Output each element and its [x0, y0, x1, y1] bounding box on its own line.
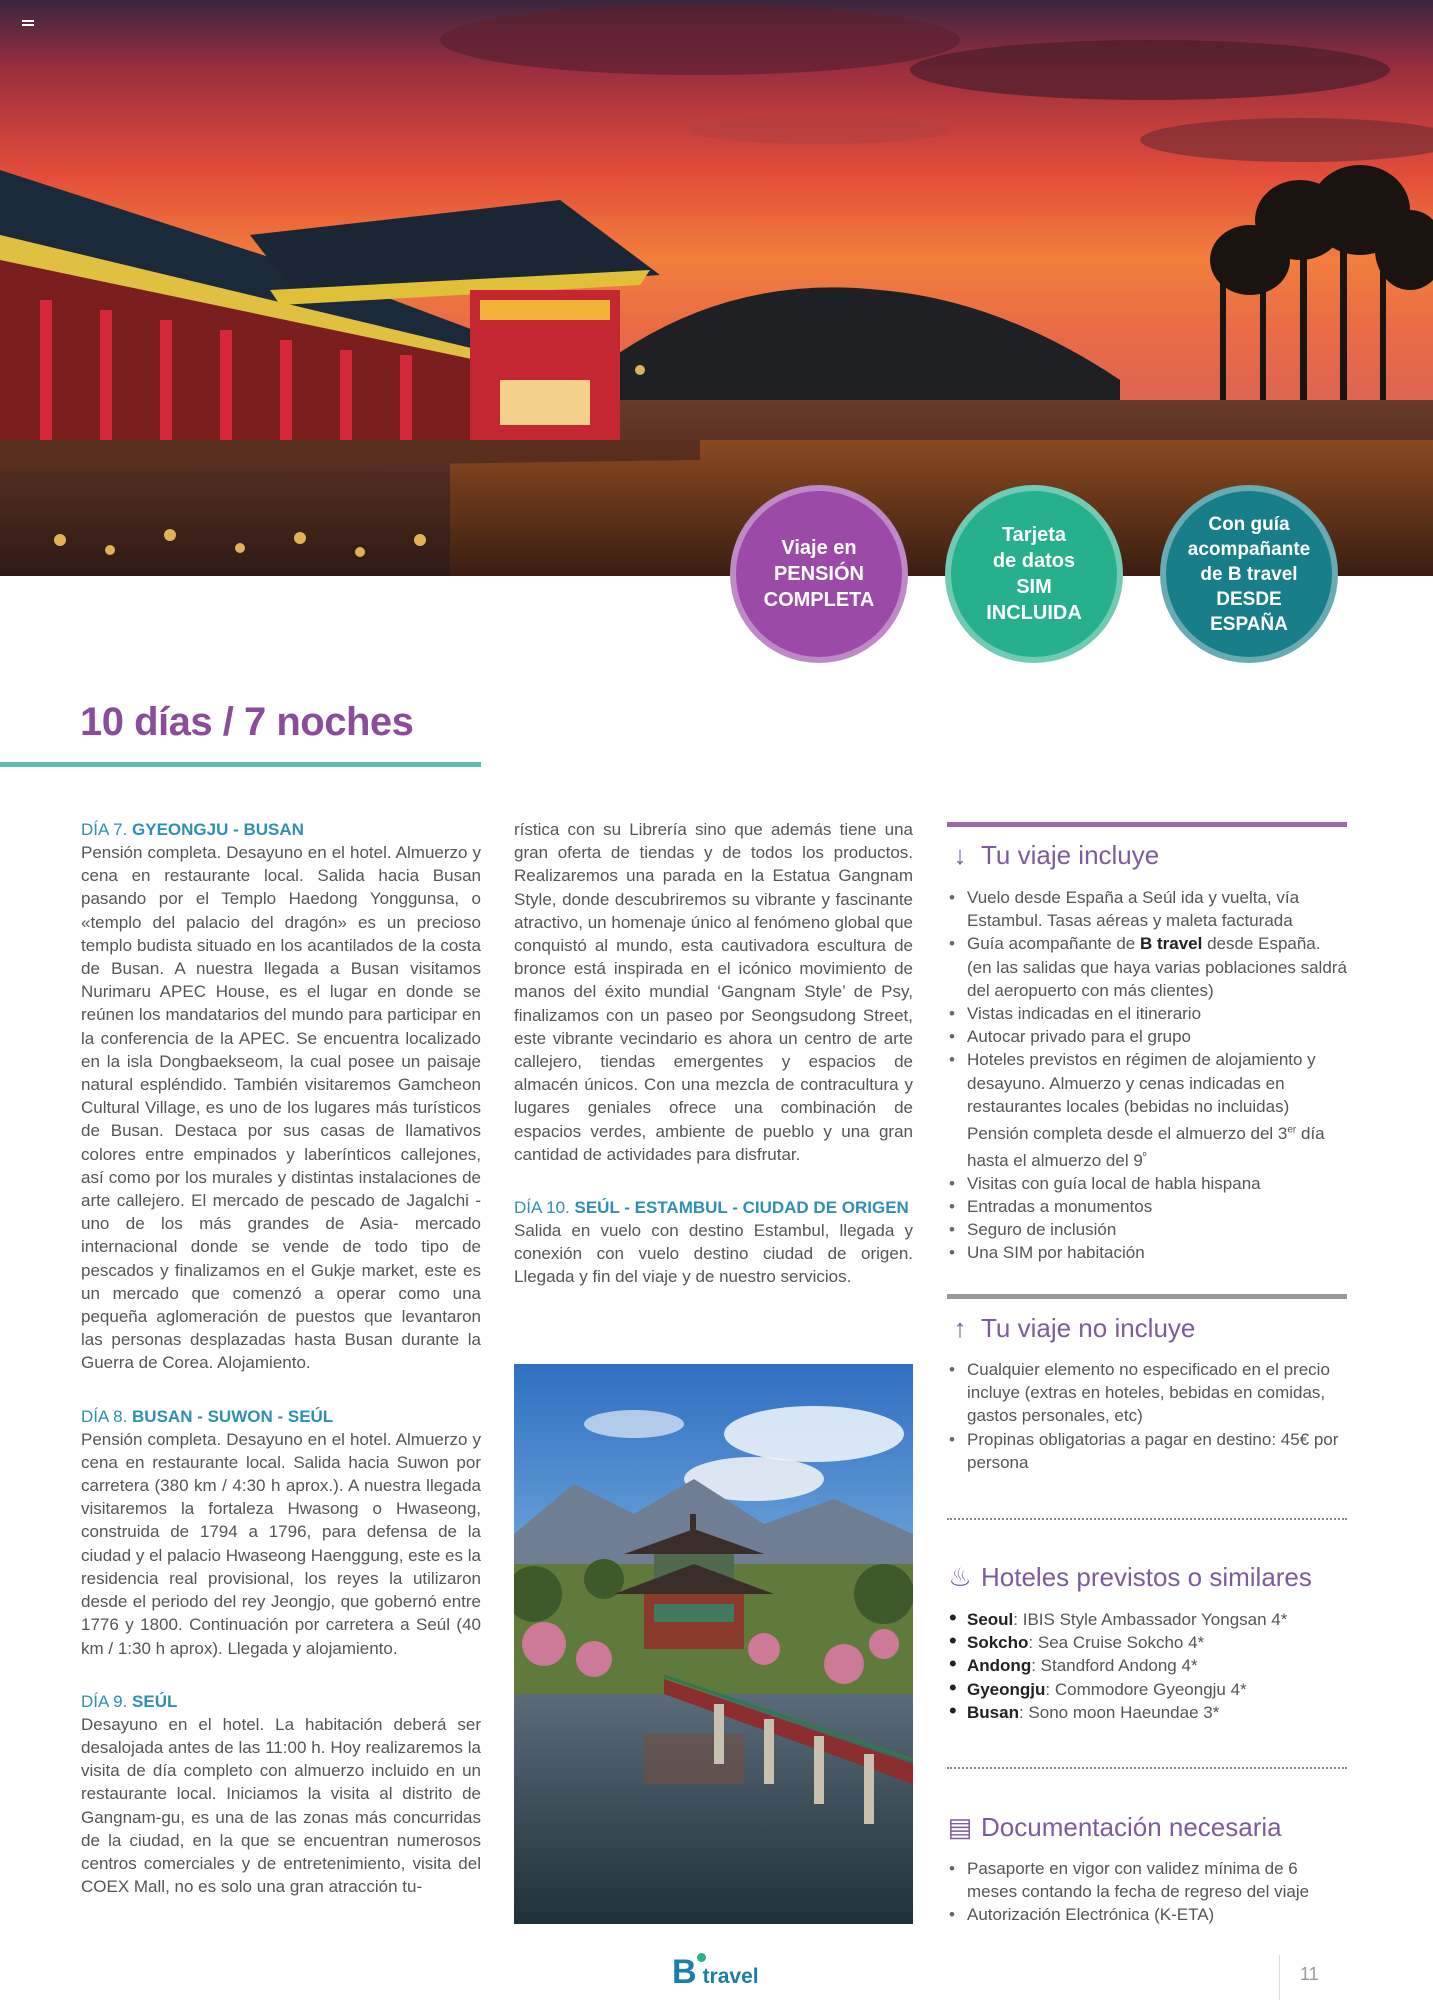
list-item: • Vistas indicadas en el itinerario: [947, 1002, 1347, 1025]
hotel-city: Busan: [967, 1702, 1019, 1722]
day-heading: [81, 1405, 481, 1428]
excludes-list: [947, 1358, 1347, 1474]
day-name: SEÚL: [132, 1691, 178, 1711]
day-name: BUSAN - SUWON - SEÚL: [132, 1406, 334, 1426]
hotel-item: [947, 1654, 1347, 1677]
hotel-name: : Standford Andong 4*: [1031, 1656, 1198, 1676]
day-prefix: DÍA 9.: [81, 1691, 133, 1711]
day-text: Pensión completa. Desayuno en el hotel. Almuerzo y cena en restaurante local. Salida hacia Busan pasando por el Templo Haedong Yonggunsa, o «templo del palacio del dragón» es un precioso templo budista situado en los acantilados de la costa de Busan. A nuestra llegada a Busan visitamos Nurimaru APEC House, es el lugar en donde se reúnen los mandatarios del mundo para participar en la conferencia de la APEC. Se encuentra localizado en la isla Dongbaekseom, la cual posee un paisaje natural espléndido. También visitaremos Gamcheon Cultural Village, es uno de los lugares más turísticos de Busan. Destaca por sus casas de llamativos colores entre empinados y laberínticos callejones, así como por los murales y distintas instalaciones de arte callejero. El mercado de pescado de Jagalchi -uno de los más grandes de Asia- mercado internacional donde se vende de todo tipo de pescados y finalizamos en el Gukje market, este es un mercado que comenzó a operar como una pequeña aglomeración de puestos que levantaron las personas desplazadas hasta Busan durante la Guerra de Corea. Alojamiento.: [81, 843, 481, 1373]
badge-line: Viaje en: [781, 537, 857, 559]
list-item: [947, 1048, 1347, 1171]
list-item: • Autorización Electrónica (K-ETA): [947, 1903, 1347, 1926]
pavilion-photo: [514, 1364, 913, 1924]
day-prefix: DÍA 10.: [514, 1198, 575, 1218]
menu-icon[interactable]: [22, 20, 34, 28]
badge-line: ESPAÑA: [1210, 613, 1288, 635]
hotel-name: : Sono moon Haeundae 3*: [1018, 1702, 1220, 1722]
day-9: [81, 1690, 481, 1899]
list-item: • Cualquier elemento no especificado en el precio incluye (extras en hoteles, bebidas en comidas, gastos personales, etc): [947, 1358, 1347, 1428]
badge-pension-completa: [730, 485, 908, 663]
badge-line: INCLUIDA: [986, 602, 1082, 624]
list-item: • Seguro de inclusión: [947, 1218, 1347, 1241]
hotel-item: [947, 1701, 1347, 1724]
day-text: Salida en vuelo con destino Estambul, llegada y conexión con vuelo destino ciudad de origen. Llegada y fin del viaje y de nuestro servicios.: [514, 1221, 913, 1287]
day-name: SEÚL - ESTAMBUL - CIUDAD DE ORIGEN: [574, 1198, 909, 1218]
excludes-rule: [947, 1294, 1347, 1299]
logo-dot: [697, 1953, 706, 1962]
hotel-name: : Commodore Gyeongju 4*: [1045, 1679, 1247, 1699]
day-text: rística con su Librería sino que además tiene una gran oferta de tiendas y de todos los productos. Realizaremos una parada en la Estatua Gangnam Style, donde descubriremos su vibrante y fascinante atractivo, un homenaje único al fenómeno global que conquistó al mundo, esta cautivadora escultura de bronce está inspirada en el icónico movimiento de manos del éxito mundial ‘Gangnam Style’ de Psy, finalizamos con un paseo por Seongsudong Street, este vibrante vecindario es ahora un centro de arte callejero, tiendas emergentes y espacios de almacén únicos. Con una mezcla de contracultura y lugares geniales ofrece una combinación de espacios verdes, ambiente de pueblo y una gran cantidad de actividades para disfrutar.: [514, 820, 913, 1164]
excludes-title: Tu viaje no incluye: [981, 1313, 1196, 1343]
badge-sim-incluida: [945, 485, 1123, 663]
list-item: • Pasaporte en vigor con validez mínima de 6 meses contando la fecha de regreso del viaje: [947, 1857, 1347, 1903]
rich-text: Guía acompañante de B travel desde España. (en las salidas que haya varias poblaciones saldrá del aeropuerto con más clientes): [967, 934, 1347, 1000]
badge-line: PENSIÓN: [773, 563, 864, 585]
day-text: Desayuno en el hotel. La habitación deberá ser desalojada antes de las 11:00 h. Hoy realizaremos la visita de día completo con almuerzo incluido en un restaurante local. Iniciamos la visita al distrito de Gangnam-gu, es una de las zonas más concurridas de la ciudad, en la que se encuentran numerosos centros comerciales y de entretenimiento, visita del COEX Mall, no es solo una gran atracción tu-: [81, 1714, 481, 1897]
badge-line: SIM: [1016, 576, 1052, 598]
hotel-item: [947, 1608, 1347, 1631]
hotel-city: Gyeongju: [967, 1679, 1046, 1699]
day-heading: [514, 1196, 913, 1219]
includes-rule: [947, 822, 1347, 827]
hotel-name: : Sea Cruise Sokcho 4*: [1028, 1633, 1205, 1653]
document-icon: ▤: [947, 1812, 973, 1842]
badge-line: de datos: [992, 550, 1076, 572]
docs-list: [947, 1857, 1347, 1927]
logo-text: travel: [702, 1965, 759, 1988]
day-heading: [81, 1690, 481, 1713]
day-10: [514, 1196, 913, 1289]
day-prefix: DÍA 8.: [81, 1406, 133, 1426]
list-item: • Entradas a monumentos: [947, 1195, 1347, 1218]
page-title: 10 días / 7 noches: [80, 700, 414, 744]
list-item: • Autocar privado para el grupo: [947, 1025, 1347, 1048]
list-item: • Visitas con guía local de habla hispana: [947, 1172, 1347, 1195]
hotel-city: Sokcho: [967, 1633, 1029, 1653]
badge-line: Con guía: [1208, 513, 1290, 535]
includes-list: [947, 886, 1347, 1265]
pavilion-illustration: [514, 1364, 913, 1924]
day-heading: [81, 818, 481, 841]
docs-heading: [947, 1812, 1282, 1843]
hotel-city: Andong: [967, 1656, 1032, 1676]
list-item: • Propinas obligatorias a pagar en destino: 45€ por persona: [947, 1428, 1347, 1474]
day-9-continued: [514, 818, 913, 1166]
list-item: • Vuelo desde España a Seúl ida y vuelta, vía Estambul. Tasas aéreas y maleta facturada: [947, 886, 1347, 932]
badge-line: COMPLETA: [763, 589, 875, 611]
day-text: Pensión completa. Desayuno en el hotel. Almuerzo y cena en restaurante local. Salida hacia Suwon por carretera (380 km / 4:30 h aprox.). A nuestra llegada visitaremos la fortaleza Hwasong o Hwaseong, construida de 1794 a 1796, para defensa de la ciudad y el palacio Hwaseong Haenggung, este es la residencia real provisional, los reyes la utilizaron desde el periodo del rey Jeongjo, que gobernó entre 1776 y 1800. Continuación por carretera a Seúl (40 km / 1:30 h aprox). Llegada y alojamiento.: [81, 1429, 481, 1658]
title-divider: [0, 762, 481, 767]
docs-title: Documentación necesaria: [981, 1812, 1282, 1842]
list-item: [947, 932, 1347, 1002]
hotels-title: Hoteles previstos o similares: [981, 1562, 1312, 1592]
page-number: 11: [1300, 1964, 1319, 1984]
excludes-heading: [947, 1313, 1195, 1344]
day-7: [81, 818, 481, 1375]
badge-line: acompañante: [1187, 538, 1311, 560]
itinerary-column-2: [514, 818, 913, 1319]
badge-line: DESDE: [1216, 588, 1282, 610]
hotels-heading: [947, 1562, 1312, 1593]
badge-guia-acompanante: [1160, 485, 1338, 663]
list-item: • Una SIM por habitación: [947, 1241, 1347, 1264]
footer-divider: [1279, 1955, 1280, 2000]
dotted-divider: [947, 1518, 1347, 1520]
includes-title: Tu viaje incluye: [981, 840, 1160, 870]
includes-heading: [947, 840, 1159, 871]
hotel-item: [947, 1631, 1347, 1654]
day-prefix: DÍA 7.: [81, 820, 133, 839]
btravel-logo[interactable]: [672, 1955, 759, 1989]
rich-text: Hoteles previstos en régimen de alojamiento y desayuno. Almuerzo y cenas indicadas en restaurantes locales (bebidas no incluidas) Pensión completa desde el almuerzo del 3er día hasta el almuerzo del $9^º$: [967, 1050, 1325, 1170]
day-name: GYEONGJU - BUSAN: [132, 820, 304, 839]
dotted-divider: [947, 1767, 1347, 1769]
day-8: [81, 1405, 481, 1660]
badge-line: de B travel: [1200, 563, 1298, 585]
hotel-item: [947, 1678, 1347, 1701]
hotels-list: [947, 1608, 1347, 1724]
badge-line: Tarjeta: [1001, 524, 1067, 546]
hotel-city: Seoul: [967, 1610, 1014, 1629]
logo-letter: B: [672, 1953, 697, 1991]
itinerary-column-1: [81, 818, 481, 1928]
logo-mark: [672, 1955, 697, 1989]
arrow-down-icon: ↓: [953, 840, 967, 870]
hotel-name: : IBIS Style Ambassador Yongsan 4*: [1013, 1610, 1288, 1629]
arrow-up-icon: ↑: [953, 1313, 967, 1343]
bell-icon: ♨: [948, 1562, 972, 1592]
